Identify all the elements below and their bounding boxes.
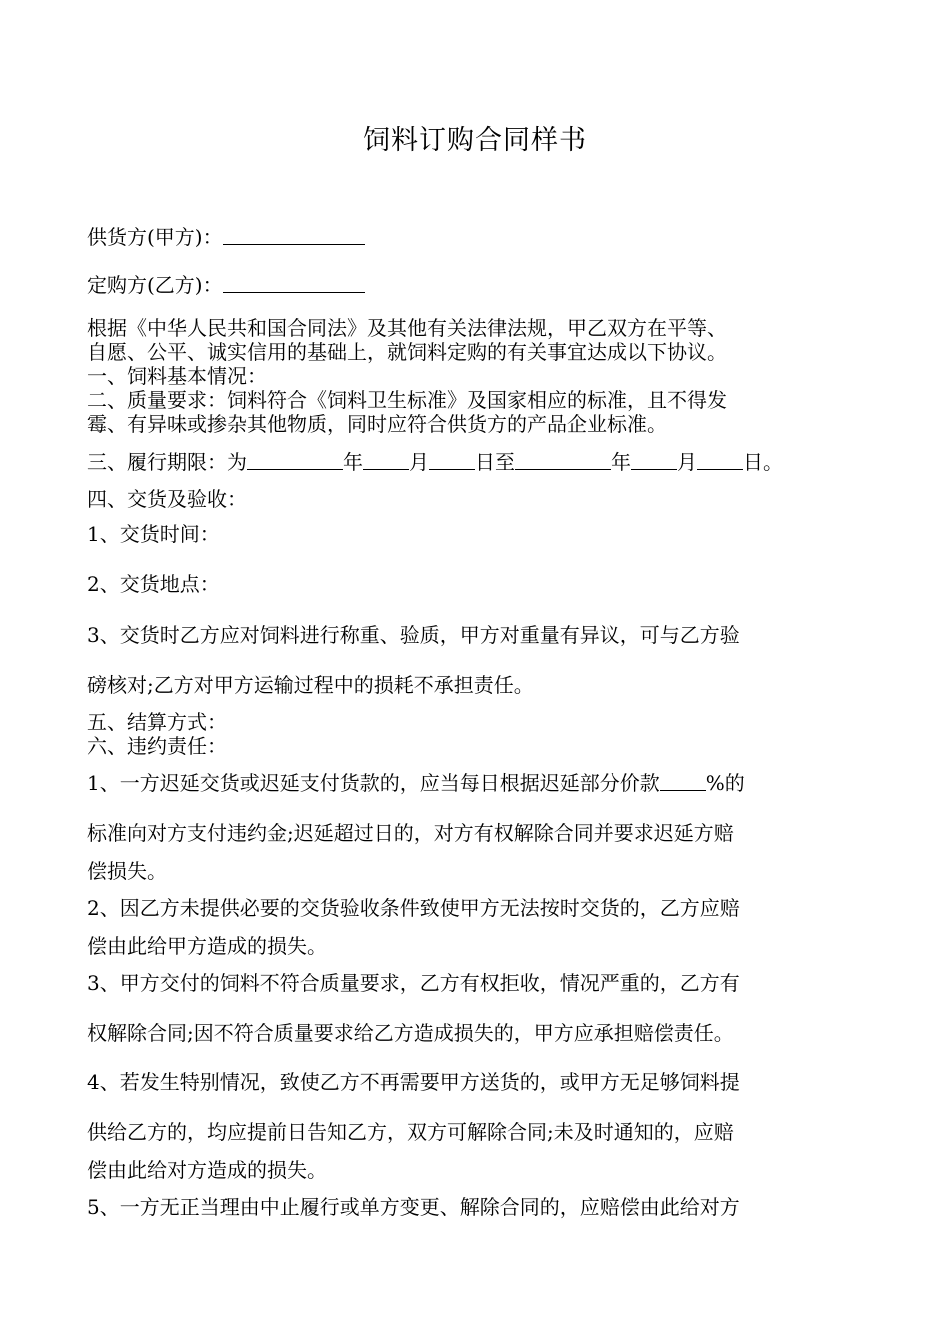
end-day-label: 日。 [743, 450, 783, 474]
party-a-line [87, 225, 877, 249]
section-2-line-1: 二、质量要求：饲料符合《饲料卫生标准》及国家相应的标准，且不得发 [87, 388, 727, 412]
penalty-rate-blank [660, 772, 706, 791]
start-month-blank [363, 451, 409, 470]
section-3-line [87, 450, 877, 474]
party-a-blank [223, 226, 365, 245]
party-a-label: 供货方(甲方)： [87, 225, 223, 249]
delivery-time: 1、交货时间： [87, 522, 220, 546]
section-1-heading: 一、饲料基本情况： [87, 364, 267, 388]
month-label: 月 [409, 450, 429, 474]
end-year-blank [515, 451, 611, 470]
liability-5-line-1: 5、一方无正当理由中止履行或单方变更、解除合同的，应赔偿由此给对方 [87, 1195, 740, 1219]
liability-2-line-1: 2、因乙方未提供必要的交货验收条件致使甲方无法按时交货的，乙方应赔 [87, 896, 740, 920]
intro-line-2: 自愿、公平、诚实信用的基础上，就饲料定购的有关事宜达成以下协议。 [87, 340, 727, 364]
delivery-check-line-1: 3、交货时乙方应对饲料进行称重、验质，甲方对重量有异议，可与乙方验 [87, 623, 740, 647]
section-5-heading: 五、结算方式： [87, 710, 227, 734]
section-4-heading: 四、交货及验收： [87, 487, 247, 511]
liability-1-line-1 [87, 771, 877, 795]
start-year-blank [247, 451, 343, 470]
party-b-blank [223, 274, 365, 293]
document-title: 饲料订购合同样书 [363, 125, 587, 156]
liability-1-text: 1、一方迟延交货或迟延支付货款的，应当每日根据迟延部分价款 [87, 771, 660, 795]
end-day-blank [697, 451, 743, 470]
liability-4-line-2: 供给乙方的，均应提前日告知乙方，双方可解除合同;未及时通知的，应赔 [87, 1120, 734, 1144]
day-to-label: 日至 [475, 450, 515, 474]
end-year-label: 年 [611, 450, 631, 474]
term-prefix: 三、履行期限：为 [87, 450, 247, 474]
delivery-check-line-2: 磅核对;乙方对甲方运输过程中的损耗不承担责任。 [87, 673, 534, 697]
percent-label: %的 [705, 771, 745, 795]
party-b-label: 定购方(乙方)： [87, 273, 223, 297]
section-2-line-2: 霉、有异味或掺杂其他物质，同时应符合供货方的产品企业标准。 [87, 412, 667, 436]
liability-1-line-3: 偿损失。 [87, 859, 167, 883]
liability-4-line-3: 偿由此给对方造成的损失。 [87, 1158, 327, 1182]
party-b-line [87, 273, 877, 297]
intro-line-1: 根据《中华人民共和国合同法》及其他有关法律法规，甲乙双方在平等、 [87, 316, 727, 340]
year-label: 年 [343, 450, 363, 474]
liability-4-line-1: 4、若发生特别情况，致使乙方不再需要甲方送货的，或甲方无足够饲料提 [87, 1070, 740, 1094]
start-day-blank [429, 451, 475, 470]
liability-1-line-2: 标准向对方支付违约金;迟延超过日的，对方有权解除合同并要求迟延方赔 [87, 821, 734, 845]
end-month-label: 月 [677, 450, 697, 474]
delivery-place: 2、交货地点： [87, 572, 220, 596]
liability-3-line-1: 3、甲方交付的饲料不符合质量要求，乙方有权拒收，情况严重的，乙方有 [87, 971, 740, 995]
end-month-blank [631, 451, 677, 470]
liability-2-line-2: 偿由此给甲方造成的损失。 [87, 934, 327, 958]
section-6-heading: 六、违约责任： [87, 734, 227, 758]
liability-3-line-2: 权解除合同;因不符合质量要求给乙方造成损失的，甲方应承担赔偿责任。 [87, 1021, 734, 1045]
